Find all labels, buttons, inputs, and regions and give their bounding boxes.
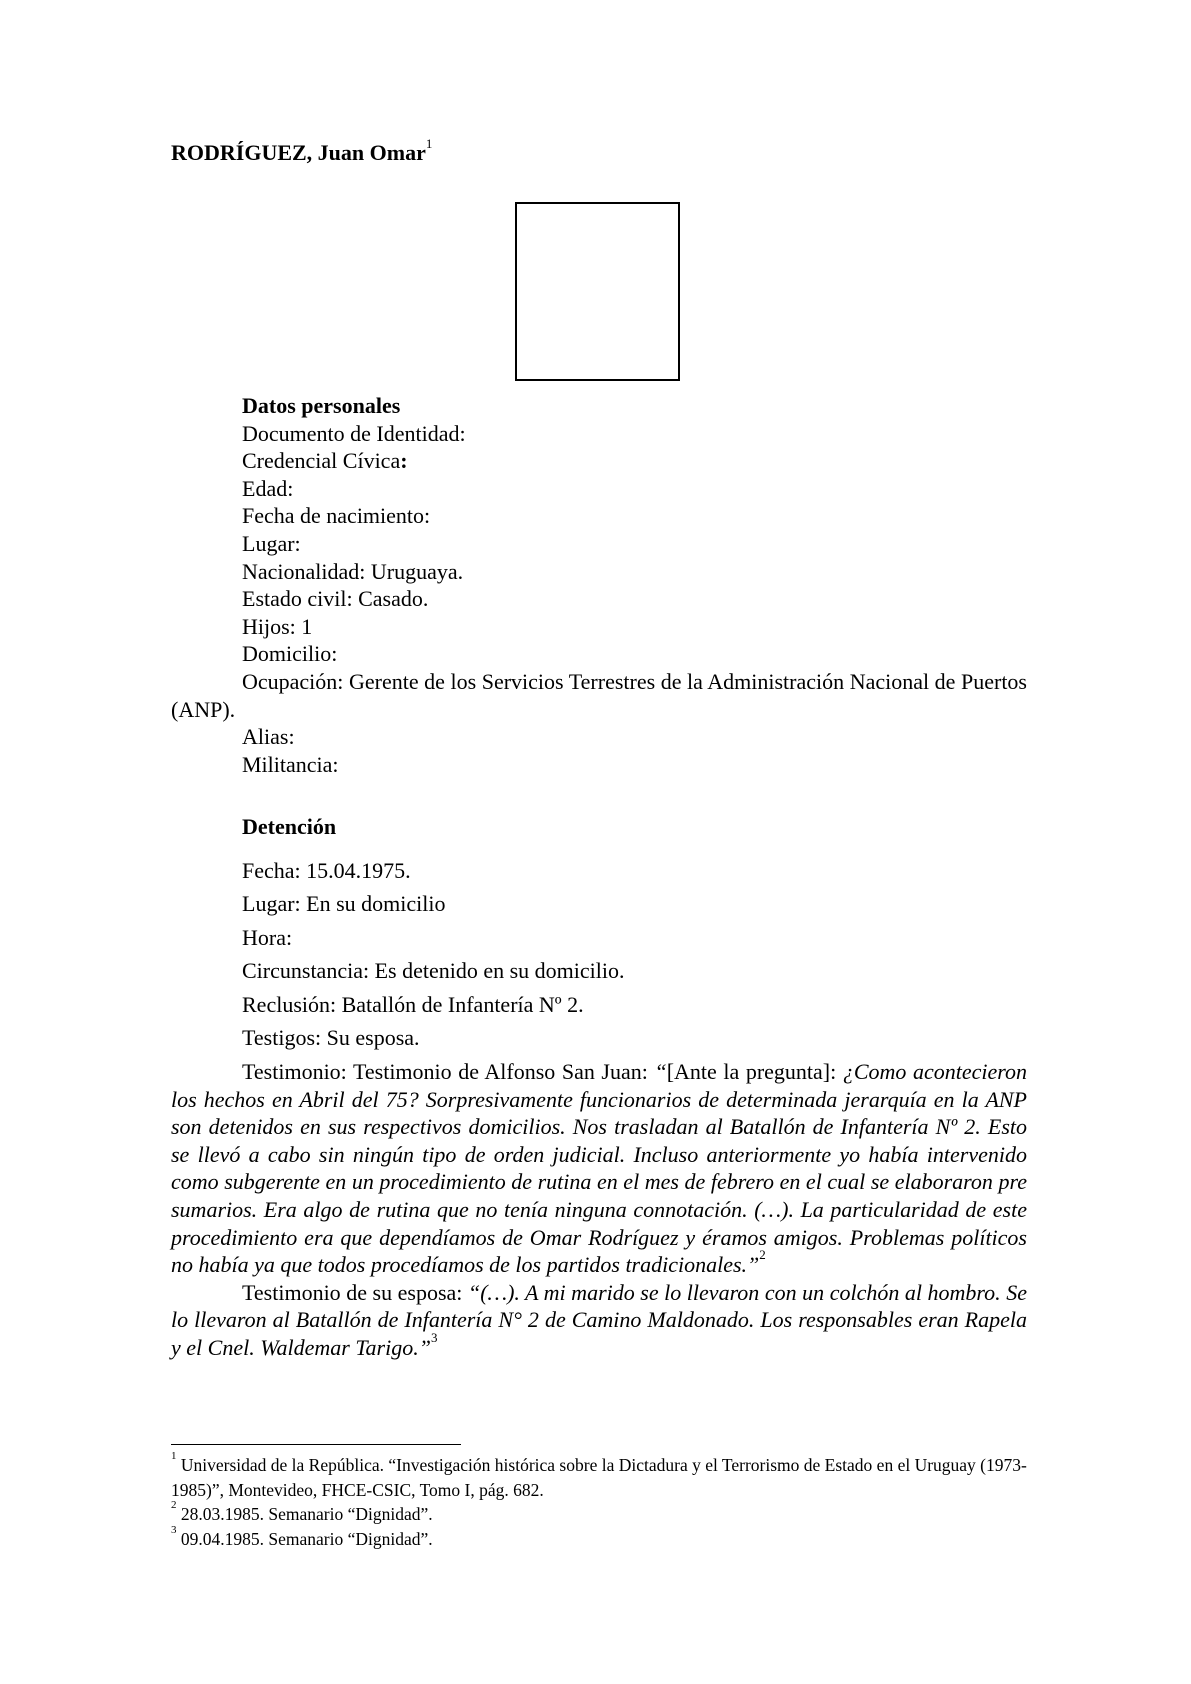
field-nacionalidad: Nacionalidad: Uruguaya. <box>242 558 464 584</box>
field-alias: Alias: <box>242 724 295 750</box>
footnote-1 <box>171 1450 1027 1502</box>
field-lugar-detencion: Lugar: En su domicilio <box>242 891 446 916</box>
field-fecha-nacimiento: Fecha de nacimiento: <box>242 503 431 529</box>
footnote-text: 09.04.1985. Semanario “Dignidad”. <box>176 1528 433 1549</box>
footnote-number: 2 <box>171 1499 177 1511</box>
testimony-esposa-quote: “(…). A mi marido se lo llevaron con un colchón al hombro. Se lo llevaron al Batallón de Infantería N° 2 de Camino Maldonado. Los responsables eran Rapela y el Cnel. Waldemar Tarigo.” <box>171 1279 1027 1360</box>
personal-data-section <box>171 392 1027 778</box>
detention-section <box>171 810 1027 1055</box>
footnote-text: Universidad de la República. “Investigación histórica sobre la Dictadura y el Terrorismo de Estado en el Uruguay (1973-1985)”, Montevideo, FHCE-CSIC, Tomo I, pág. 682. <box>171 1455 1027 1500</box>
footnote-2 <box>171 1499 1027 1527</box>
field-credencial-colon: : <box>400 448 408 474</box>
footnote-separator <box>171 1444 461 1445</box>
field-lugar: Lugar: <box>242 530 301 556</box>
footnote-number: 3 <box>171 1523 177 1536</box>
footnote-text: 28.03.1985. Semanario “Dignidad”. <box>176 1504 433 1524</box>
testimony-san-juan-open-quote: “ <box>654 1059 667 1084</box>
field-hijos: Hijos: 1 <box>242 613 313 639</box>
footnote-ref-1: 1 <box>425 136 433 151</box>
testimony-esposa-lead: Testimonio de su esposa: <box>242 1279 468 1305</box>
field-hora: Hora: <box>242 924 293 950</box>
field-credencial-label: Credencial Cívica <box>242 448 401 474</box>
personal-data-heading: Datos personales <box>242 393 401 418</box>
field-reclusion: Reclusión: Batallón de Infantería Nº 2. <box>242 991 584 1017</box>
testimony-esposa <box>171 1279 1027 1362</box>
person-name-heading <box>171 136 433 166</box>
photo-placeholder <box>515 202 680 381</box>
field-ocupacion: Ocupación: Gerente de los Servicios Terrestres de la Administración Nacional de Puertos (ANP). <box>171 668 1027 722</box>
field-domicilio: Domicilio: <box>242 641 338 667</box>
field-estado-civil: Estado civil: Casado. <box>242 586 429 612</box>
footnote-ref-3: 3 <box>430 1329 438 1345</box>
footnote-number: 1 <box>171 1450 177 1462</box>
footnotes-section <box>171 1450 1027 1551</box>
person-name: RODRÍGUEZ, Juan Omar <box>171 140 426 165</box>
field-testigos: Testigos: Su esposa. <box>242 1025 420 1050</box>
field-militancia: Militancia: <box>242 751 339 777</box>
field-circunstancia: Circunstancia: Es detenido en su domicilio. <box>242 958 625 983</box>
detention-heading: Detención <box>242 814 337 839</box>
field-fecha-detencion: Fecha: 15.04.1975. <box>242 857 411 883</box>
testimony-san-juan-bracket: [Ante la pregunta]: <box>666 1059 843 1084</box>
testimony-san-juan-quote: ¿Como acontecieron los hechos en Abril del 75? Sorpresivamente funcionarios de determinada jerarquía en la ANP son detenidos en sus respectivos domicilios. Nos trasladan al Batallón de Infantería Nº 2. Esto se llevó a cabo sin ningún tipo de orden judicial. Incluso anteriormente yo había intervenido como subgerente en un procedimiento de rutina en el mes de febrero en el cual se elaboraron pre sumarios. Era algo de rutina que no tenía ninguna connotación. (…). La particularidad de este procedimiento era que dependíamos de Omar Rodríguez y éramos amigos. Problemas políticos no había ya que todos procedíamos de los partidos tradicionales.” <box>171 1059 1028 1278</box>
field-credencial <box>171 447 1027 475</box>
testimony-section <box>171 1058 1027 1362</box>
field-edad: Edad: <box>242 475 294 501</box>
testimony-san-juan <box>171 1058 1027 1279</box>
footnote-3 <box>171 1523 1027 1552</box>
testimony-san-juan-lead: Testimonio: Testimonio de Alfonso San Juan: <box>242 1059 655 1084</box>
field-documento: Documento de Identidad: <box>242 420 466 446</box>
footnote-ref-2: 2 <box>759 1247 766 1263</box>
